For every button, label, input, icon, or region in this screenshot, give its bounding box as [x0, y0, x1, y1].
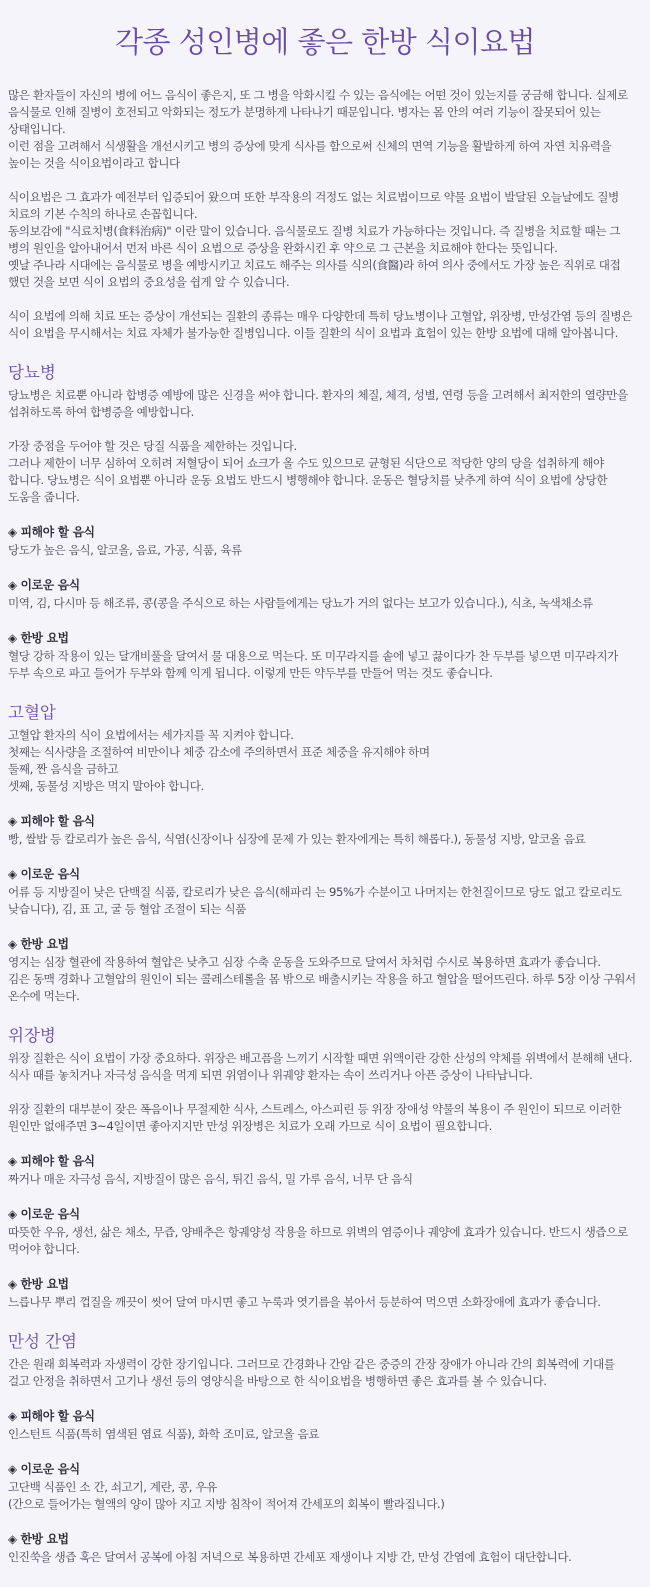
paragraph	[8, 1356, 642, 1390]
sections	[8, 359, 642, 1566]
subsection-title: ◈ 피해야 할 음식	[8, 814, 95, 828]
text-line: 원인만 없애주면 3~4일이면 좋아지지만 만성 위장병은 치료가 오래 가므로 식이 요법이 필요합니다.	[8, 1119, 492, 1133]
text-line: 식사 때를 놓치거나 자극성 음식을 먹게 되면 위염이나 위궤양 환자는 속이 쓰리거나 아픈 증상이 나타납니다.	[8, 1068, 533, 1082]
subsection-title: ◈ 한방 요법	[8, 1532, 69, 1546]
text-line: 그러나 제한이 너무 심하여 오히려 저혈당이 되어 쇼크가 올 수도 있으므로 균형된 식단으로 적당한 양의 당을 섭취하게 해야	[8, 456, 604, 470]
subsection	[8, 1205, 642, 1258]
text-line: 어류 등 지방질이 낮은 단백질 식품, 칼로리가 낮은 음식(해파리 는 95%가 수분이고 나머지는 한천질이므로 당도 없고 칼로리도	[8, 885, 622, 899]
text-line: 미역, 김, 다시마 등 해조류, 콩(콩을 주식으로 하는 사람들에게는 당뇨가 거의 없다는 보고가 있습니다.), 식초, 녹색채소류	[8, 596, 593, 610]
text-line: 상태입니다.	[8, 122, 66, 136]
text-line: 느릅나무 뿌리 껍질을 깨끗이 씻어 달여 마시면 좋고 누룩과 엿기름을 볶아서 등분하여 먹으면 소화장애에 효과가 좋습니다.	[8, 1295, 601, 1309]
text-line: 따뜻한 우유, 생선, 삶은 채소, 무즙, 양배추은 항궤양성 작용을 하므로 위벽의 염증이나 궤양에 효과가 있습니다. 반드시 생즙으로	[8, 1225, 628, 1239]
text-line: 도움을 줍니다.	[8, 490, 80, 504]
section	[8, 699, 642, 1005]
subsection	[8, 1407, 642, 1443]
subsection	[8, 629, 642, 682]
text-line: 동의보감에 "식료치병(食料治病)" 이란 말이 있습니다. 음식물로도 질병 치료가 가능하다는 것입니다. 즉 질병을 치료할 때는 그	[8, 224, 621, 238]
subsection	[8, 1275, 642, 1311]
paragraph	[8, 308, 642, 342]
text-line: 치료의 기본 수칙의 하나로 손꼽힙니다.	[8, 207, 198, 221]
subsection-title: ◈ 이로운 음식	[8, 1462, 80, 1476]
subsection	[8, 1152, 642, 1188]
subsection-title: ◈ 피해야 할 음식	[8, 1154, 95, 1168]
subsection	[8, 935, 642, 1005]
text-line: 고단백 식품인 소 간, 쇠고기, 계란, 콩, 우유	[8, 1480, 217, 1494]
text-line: 짜거나 매운 자극성 음식, 지방질이 많은 음식, 튀긴 음식, 밀 가루 음식, 너무 단 음식	[8, 1172, 413, 1186]
text-line: 김은 동맥 경화나 고혈압의 원인이 되는 콜레스테롤을 몸 밖으로 배출시키는 작용을 하고 혈압을 떨어뜨린다. 하루 5장 이상 구워서	[8, 972, 636, 986]
section	[8, 1022, 642, 1311]
subsection-title: ◈ 피해야 할 음식	[8, 525, 95, 539]
text-line: 온수에 먹는다.	[8, 989, 80, 1003]
text-line: 음식물로 인해 질병이 호전되고 악화되는 정도가 분명하게 나타나기 때문입니다. 병자는 몸 안의 여러 기능이 잘못되어 있는	[8, 105, 601, 119]
text-line: 위장 질환의 대부분이 잦은 폭음이나 무절제한 식사, 스트레스, 아스피린 등 위장 장애성 약물의 복용이 주 원인이 되므로 이러한	[8, 1102, 622, 1116]
section-title: 고혈압	[8, 703, 56, 722]
paragraph	[8, 87, 642, 172]
section-title: 위장병	[8, 1026, 56, 1045]
text-line: 병의 원인을 알아내어서 먼저 바른 식이 요법으로 증상을 완화시킨 후 약으로 그 근본을 치료해야 한다는 뜻입니다.	[8, 241, 558, 255]
subsection-title: ◈ 이로운 음식	[8, 1207, 80, 1221]
text-line: 높이는 것을 식이요법이라고 합니다	[8, 156, 180, 170]
text-line: 걸고 안정을 취하면서 고기나 생선 등의 영양식을 바탕으로 한 식이요법을 병행하면 좋은 효과를 볼 수 있습니다.	[8, 1374, 547, 1388]
text-line: 인스턴트 식품(특히 염색된 염료 식품), 화학 조미료, 알코올 음료	[8, 1427, 320, 1441]
text-line: 둘째, 짠 음식을 금하고	[8, 762, 119, 776]
text-line: 첫째는 식사량을 조절하여 비만이나 체중 감소에 주의하면서 표준 체중을 유지해야 하며	[8, 745, 430, 759]
text-line: 셋째, 동물성 지방은 먹지 말아야 합니다.	[8, 779, 204, 793]
text-line: 간은 원래 회복력과 자생력이 강한 장기입니다. 그러므로 간경화나 간암 같은 중증의 간장 장애가 아니라 간의 회복력에 기대를	[8, 1357, 615, 1371]
text-line: 당도가 높은 음식, 알코올, 음료, 가공, 식품, 육류	[8, 543, 242, 557]
text-line: 했던 것을 보면 식이 요법의 중요성을 쉽게 알 수 있습니다.	[8, 275, 290, 289]
text-line: 인진쑥을 생즙 혹은 달여서 공복에 아침 저녁으로 복용하면 간세포 재생이나 지방 간, 만성 간염에 효험이 대단합니다.	[8, 1550, 572, 1564]
text-line: 위장 질환은 식이 요법이 가장 중요하다. 위장은 배고픔을 느끼기 시작할 때면 위액이란 강한 산성의 약체를 위벽에서 분해해 낸다.	[8, 1051, 633, 1065]
section	[8, 1328, 642, 1566]
text-line: 고혈압 환자의 식이 요법에서는 세가지를 꼭 지켜야 합니다.	[8, 728, 294, 742]
text-line: 혈당 강하 작용이 있는 달개비풀을 달여서 물 대용으로 먹는다. 또 미꾸라지를 솥에 넣고 끓이다가 찬 두부를 넣으면 미꾸라지가	[8, 649, 618, 663]
text-line: 당뇨병은 치료뿐 아니라 합병증 예방에 많은 신경을 써야 합니다. 환자의 체질, 체격, 성별, 연령 등을 고려해서 최저한의 열량만을	[8, 388, 628, 402]
text-line: 이런 점을 고려해서 식생활을 개선시키고 병의 증상에 맞게 식사를 함으로써 신체의 면역 기능을 활발하게 하여 자연 치유력을	[8, 139, 612, 153]
subsection	[8, 1530, 642, 1566]
subsection	[8, 576, 642, 612]
paragraph	[8, 1050, 642, 1084]
section	[8, 359, 642, 682]
section-title: 만성 간염	[8, 1332, 78, 1351]
text-line: 식이 요법에 의해 치료 또는 증상이 개선되는 질환의 종류는 매우 다양한데 특히 당뇨병이나 고혈압, 위장병, 만성간염 등의 질병은	[8, 309, 633, 323]
text-line: 낮습니다), 김, 표 고, 굴 등 혈압 조절이 되는 식품	[8, 902, 246, 916]
subsection	[8, 1460, 642, 1513]
subsection-title: ◈ 피해야 할 음식	[8, 1409, 95, 1423]
text-line: 식이요법은 그 효과가 예전부터 입증되어 왔으며 또한 부작용의 걱정도 없는 치료법이므로 약물 요법이 발달된 오늘날에도 질병	[8, 190, 619, 204]
text-line: 먹어야 합니다.	[8, 1242, 80, 1256]
paragraph	[8, 387, 642, 421]
paragraph	[8, 189, 642, 291]
section-title: 당뇨병	[8, 363, 56, 382]
subsection	[8, 523, 642, 559]
subsection	[8, 812, 642, 848]
paragraph	[8, 1101, 642, 1135]
text-line: 섭취하도록 하여 합병증을 예방합니다.	[8, 405, 194, 419]
paragraph	[8, 727, 642, 795]
subsection-title: ◈ 한방 요법	[8, 1277, 69, 1291]
subsection-title: ◈ 한방 요법	[8, 937, 69, 951]
text-line: (간으로 들어가는 혈액의 양이 많아 지고 지방 침착이 적어져 간세포의 회복이 빨라집니다.)	[8, 1497, 445, 1511]
text-line: 가장 중점을 두어야 할 것은 당질 식품을 제한하는 것입니다.	[8, 439, 297, 453]
text-line: 두부 속으로 파고 들어가 두부와 함께 익게 됩니다. 이렇게 만든 약두부를 만들어 먹는 것도 좋습니다.	[8, 666, 493, 680]
text-line: 옛날 주나라 시대에는 음식물로 병을 예방시키고 치료도 해주는 의사를 식의(食醫)라 하여 의사 중에서도 가장 높은 직위로 대접	[8, 258, 621, 272]
paragraph	[8, 438, 642, 506]
subsection-title: ◈ 이로운 음식	[8, 578, 80, 592]
text-line: 많은 환자들이 자신의 병에 어느 음식이 좋은지, 또 그 병을 악화시킬 수 있는 음식에는 어떤 것이 있는지를 궁금해 합니다. 실제로	[8, 88, 628, 102]
intro	[8, 87, 642, 342]
page-title: 각종 성인병에 좋은 한방 식이요법	[114, 25, 536, 59]
subsection-title: ◈ 한방 요법	[8, 631, 69, 645]
text-line: 합니다. 당뇨병은 식이 요법뿐 아니라 운동 요법도 반드시 병행해야 합니다. 운동은 혈당치를 낮추게 하여 식이 요법에 상당한	[8, 473, 608, 487]
subsection	[8, 865, 642, 918]
text-line: 빵, 쌀밥 등 칼로리가 높은 음식, 식염(신장이나 심장에 문제 가 있는 환자에게는 특히 해롭다.), 동물성 지방, 알코올 음료	[8, 832, 586, 846]
subsection-title: ◈ 이로운 음식	[8, 867, 80, 881]
text-line: 영지는 심장 혈관에 작용하여 혈압은 낮추고 심장 수축 운동을 도와주므로 달여서 차처럼 수시로 복용하면 효과가 좋습니다.	[8, 955, 601, 969]
text-line: 식이 요법을 무시해서는 치료 자체가 불가능한 질병입니다. 이들 질환의 식이 요법과 효험이 있는 한방 요법에 대해 알아봅니다.	[8, 326, 618, 340]
